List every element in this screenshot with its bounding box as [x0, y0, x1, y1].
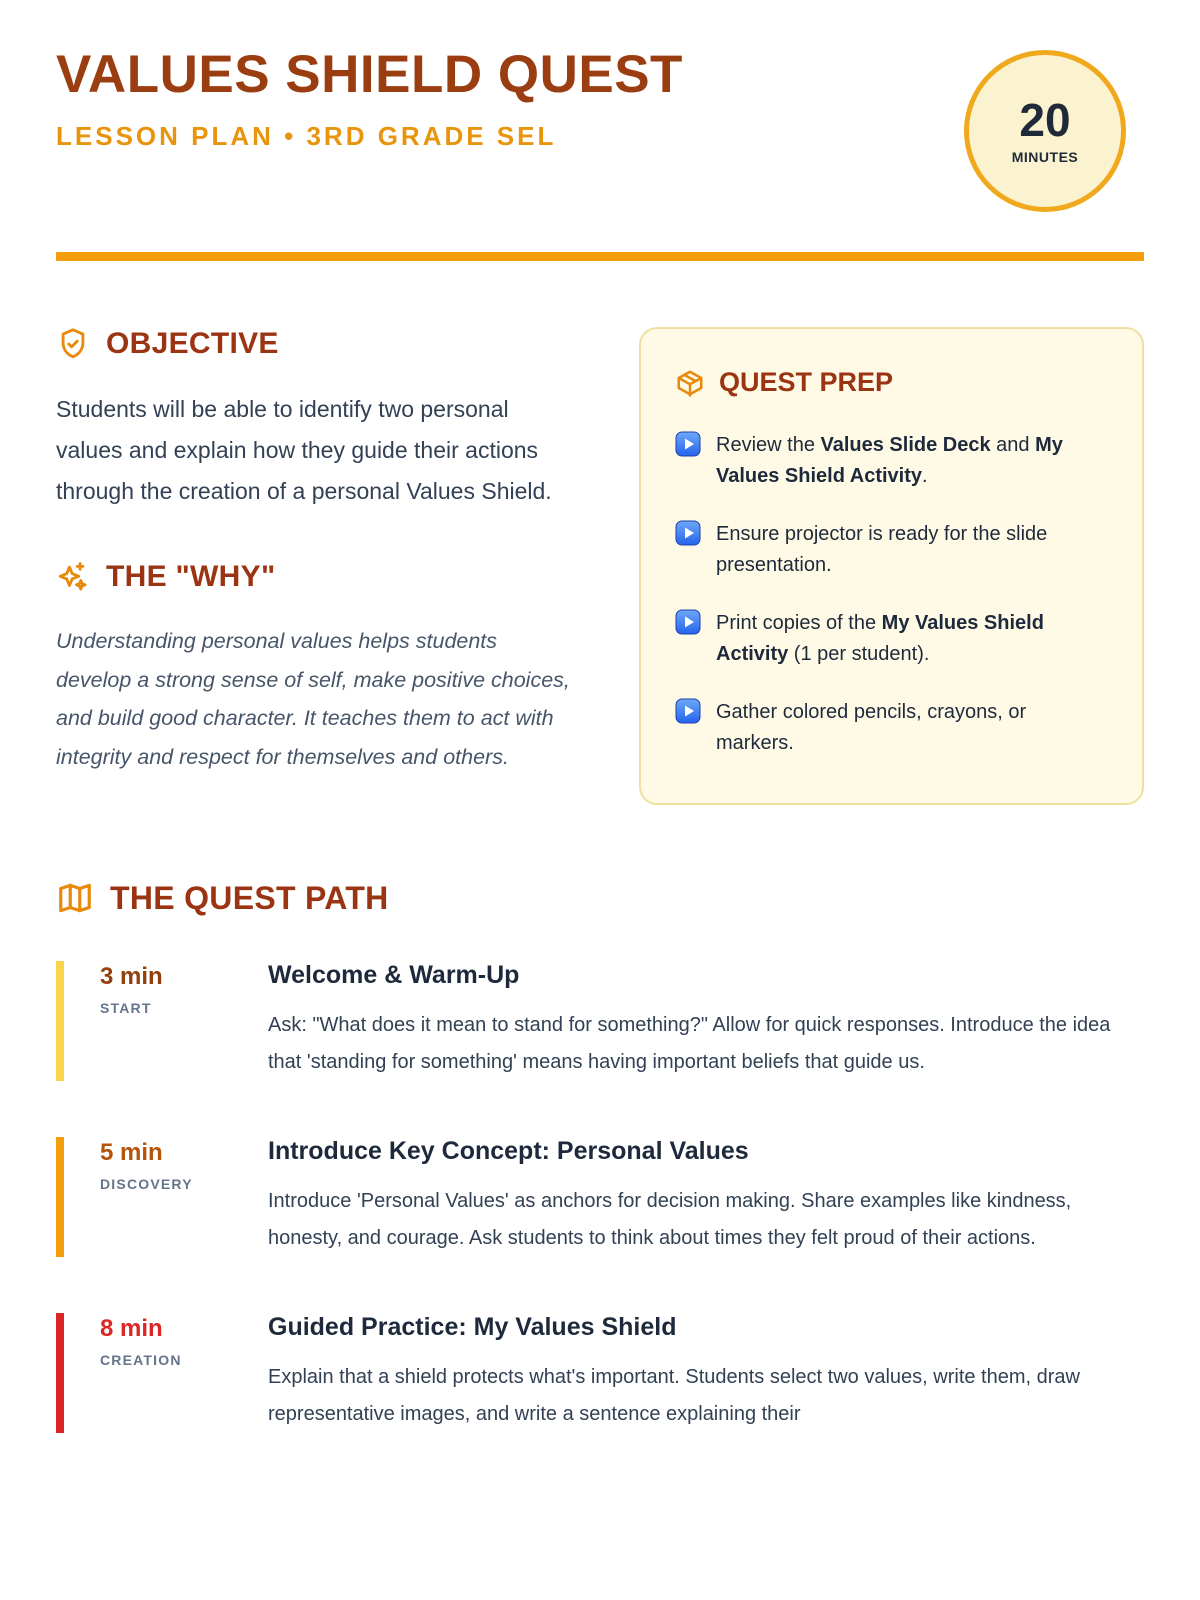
step-desc: Introduce 'Personal Values' as anchors for decision making. Share examples like kindness, honesty, and courage. Ask students to think about times they felt proud of their actions. — [268, 1190, 1072, 1249]
step-title: Guided Practice: My Values Shield — [268, 1313, 677, 1341]
package-icon — [675, 368, 705, 398]
step-title: Welcome & Warm-Up — [268, 961, 520, 989]
page-subtitle: LESSON PLAN • 3RD GRADE SEL — [56, 121, 557, 151]
play-icon — [675, 609, 701, 635]
quest-step — [56, 1313, 1144, 1433]
duration-badge — [964, 50, 1126, 212]
step-body — [268, 1137, 1144, 1257]
duration-label: MINUTES — [1011, 149, 1079, 165]
step-body — [268, 961, 1144, 1081]
sparkles-icon — [56, 560, 90, 594]
header — [56, 44, 1144, 212]
step-meta — [100, 1137, 268, 1257]
shield-check-icon — [56, 327, 90, 361]
left-column — [56, 327, 603, 777]
step-body — [268, 1313, 1144, 1433]
step-meta — [100, 1313, 268, 1433]
quest-step — [56, 961, 1144, 1081]
prep-item-text: Review the Values Slide Deck and My Values Shield Activity. — [716, 434, 1063, 487]
quest-path-heading-row — [56, 879, 1144, 917]
step-desc: Ask: "What does it mean to stand for something?" Allow for quick responses. Introduce the idea that 'standing for something' means having important beliefs that guide us. — [268, 1014, 1111, 1073]
prep-item — [675, 519, 1108, 581]
step-title: Introduce Key Concept: Personal Values — [268, 1137, 749, 1165]
page-title: VALUES SHIELD QUEST — [56, 45, 683, 104]
step-desc: Explain that a shield protects what's important. Students select two values, write them, draw representative images, and write a sentence explaining their — [268, 1366, 1080, 1425]
quest-step — [56, 1137, 1144, 1257]
main-columns — [56, 327, 1144, 805]
header-titles — [56, 44, 683, 152]
why-heading: THE "WHY" — [106, 559, 276, 593]
step-tag: DISCOVERY — [100, 1176, 193, 1192]
prep-item — [675, 430, 1108, 492]
quest-path-heading: THE QUEST PATH — [110, 879, 389, 916]
objective-heading-row — [56, 327, 603, 361]
play-icon — [675, 431, 701, 457]
quest-prep-card — [639, 327, 1144, 805]
prep-item-text: Ensure projector is ready for the slide presentation. — [716, 523, 1048, 576]
quest-prep-heading-row — [675, 367, 1108, 398]
prep-item — [675, 697, 1108, 759]
divider-rule — [56, 252, 1144, 261]
quest-prep-list — [675, 430, 1108, 759]
prep-item-text: Print copies of the My Values Shield Activity (1 per student). — [716, 612, 1044, 665]
step-time: 8 min — [100, 1315, 163, 1342]
map-icon — [56, 879, 94, 917]
objective-heading: OBJECTIVE — [106, 327, 279, 360]
step-meta — [100, 961, 268, 1081]
prep-item — [675, 608, 1108, 670]
prep-item-text: Gather colored pencils, crayons, or markers. — [716, 701, 1027, 754]
step-tag: CREATION — [100, 1352, 182, 1368]
step-time: 3 min — [100, 963, 163, 990]
step-time: 5 min — [100, 1139, 163, 1166]
objective-body: Students will be able to identify two personal values and explain how they guide their actions through the creation of a personal Values Shield. — [56, 396, 552, 504]
step-tag: START — [100, 1000, 152, 1016]
play-icon — [675, 520, 701, 546]
quest-path-steps — [56, 961, 1144, 1433]
duration-number: 20 — [1019, 94, 1071, 146]
why-heading-row — [56, 560, 603, 594]
quest-prep-heading: QUEST PREP — [719, 367, 894, 397]
why-body: Understanding personal values helps students develop a strong sense of self, make positive choices, and build good character. It teaches them to act with integrity and respect for themselves and others. — [56, 628, 570, 769]
play-icon — [675, 698, 701, 724]
